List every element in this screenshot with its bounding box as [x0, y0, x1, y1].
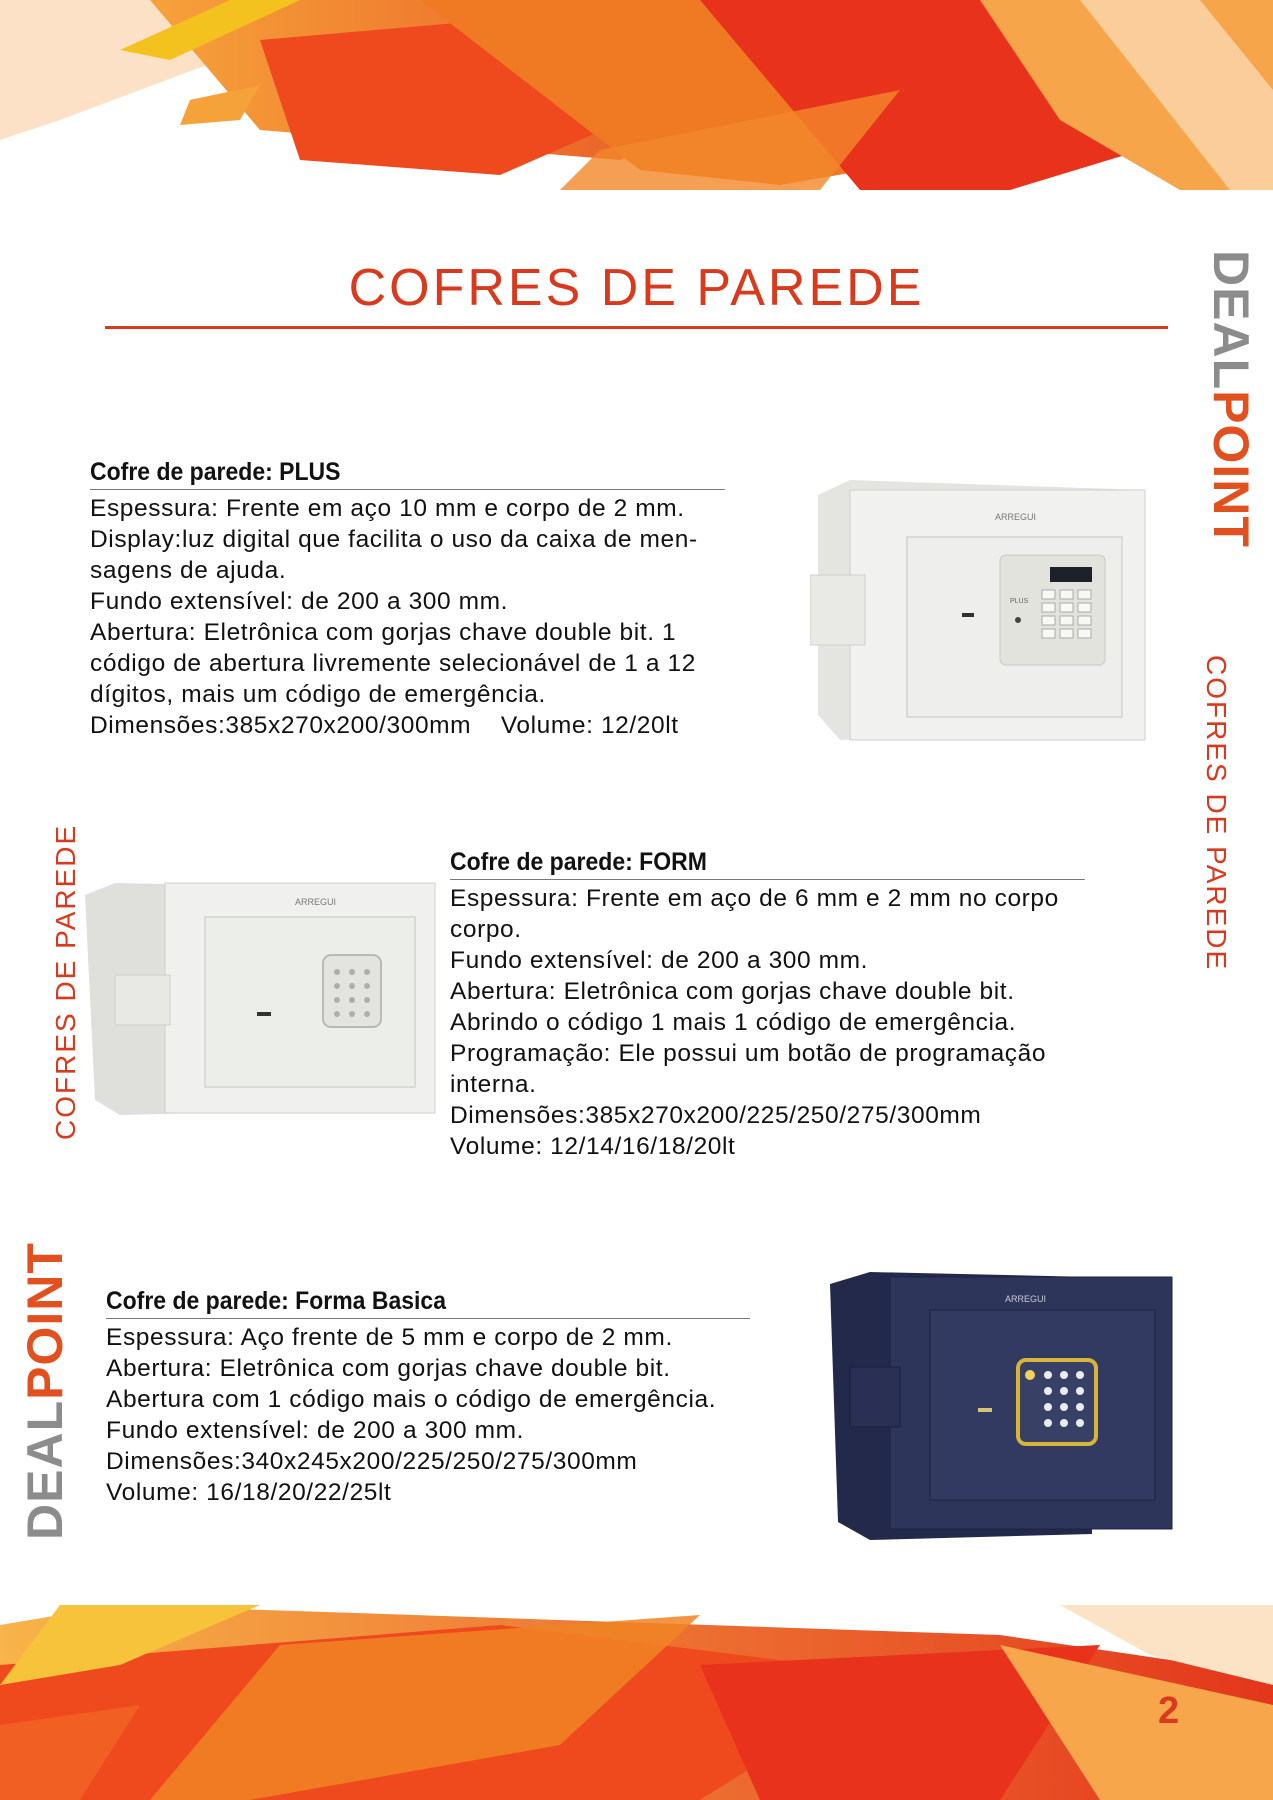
- product-name: Cofre de parede: FORM: [450, 848, 1085, 880]
- product-name: Cofre de parede: Forma Basica: [106, 1287, 750, 1319]
- safe-forma-basica-image: [830, 1272, 1175, 1540]
- spec-line: Volume: 12/14/16/18/20lt: [450, 1133, 736, 1160]
- spec-line: Dimensões:385x270x200/300mm Volume: 12/20lt: [90, 712, 679, 739]
- keypad-label: PLUS: [1010, 598, 1029, 605]
- spec-line: Espessura: Aço frente de 5 mm e corpo de 2 mm.: [106, 1324, 673, 1351]
- spec-line: Abertura com 1 código mais o código de emergência.: [106, 1386, 717, 1413]
- spec-line: Display:luz digital que facilita o uso da caixa de men-: [90, 526, 698, 553]
- page-title: COFRES DE PAREDE: [348, 259, 925, 317]
- spec-line: Abertura: Eletrônica com gorjas chave double bit.: [450, 978, 1015, 1005]
- title-underline: [105, 326, 1168, 329]
- page-number: 2: [1158, 1690, 1180, 1732]
- spec-line: Dimensões:340x245x200/225/250/275/300mm: [106, 1448, 638, 1475]
- spec-line: dígitos, mais um código de emergência.: [90, 681, 546, 708]
- spec-line: corpo.: [450, 916, 522, 943]
- spec-line: interna.: [450, 1071, 537, 1098]
- logo-deal-text: DEAL: [17, 1399, 73, 1540]
- spec-line: Volume: 16/18/20/22/25lt: [106, 1479, 392, 1506]
- product-plus: [90, 458, 780, 741]
- brand-text: ARREGUI: [995, 512, 1037, 522]
- spec-line: Programação: Ele possui um botão de programação: [450, 1040, 1047, 1067]
- spec-line: Fundo extensível: de 200 a 300 mm.: [106, 1417, 525, 1444]
- spec-line: Abertura: Eletrônica com gorjas chave double bit. 1: [90, 619, 677, 646]
- spec-line: Dimensões:385x270x200/225/250/275/300mm: [450, 1102, 982, 1129]
- brand-text: ARREGUI: [295, 897, 337, 907]
- footer-decoration: [0, 1605, 1273, 1800]
- spec-line: Espessura: Frente em aço de 6 mm e 2 mm no corpo: [450, 885, 1059, 912]
- side-label-right: COFRES DE PAREDE: [1201, 655, 1232, 972]
- product-form: [450, 848, 1140, 1162]
- side-label-left: COFRES DE PAREDE: [50, 823, 81, 1140]
- product-name: Cofre de parede: PLUS: [90, 458, 725, 490]
- logo-deal-text: DEAL: [1203, 250, 1259, 391]
- spec-line: Abrindo o código 1 mais 1 código de emergência.: [450, 1009, 1017, 1036]
- spec-line: código de abertura livremente selecionável de 1 a 12: [90, 650, 696, 677]
- spec-line: sagens de ajuda.: [90, 557, 287, 584]
- spec-line: Fundo extensível: de 200 a 300 mm.: [450, 947, 869, 974]
- safe-plus-image: [810, 475, 1155, 745]
- product-forma-basica: [106, 1287, 806, 1508]
- logo-point-text: POINT: [17, 1242, 73, 1400]
- brand-text: ARREGUI: [1005, 1294, 1047, 1304]
- spec-line: Fundo extensível: de 200 a 300 mm.: [90, 588, 509, 615]
- spec-line: Abertura: Eletrônica com gorjas chave double bit.: [106, 1355, 671, 1382]
- logo-point-text: POINT: [1203, 390, 1259, 548]
- header-decoration: [0, 0, 1273, 190]
- safe-form-image: [85, 875, 440, 1120]
- spec-line: Espessura: Frente em aço 10 mm e corpo de 2 mm.: [90, 495, 685, 522]
